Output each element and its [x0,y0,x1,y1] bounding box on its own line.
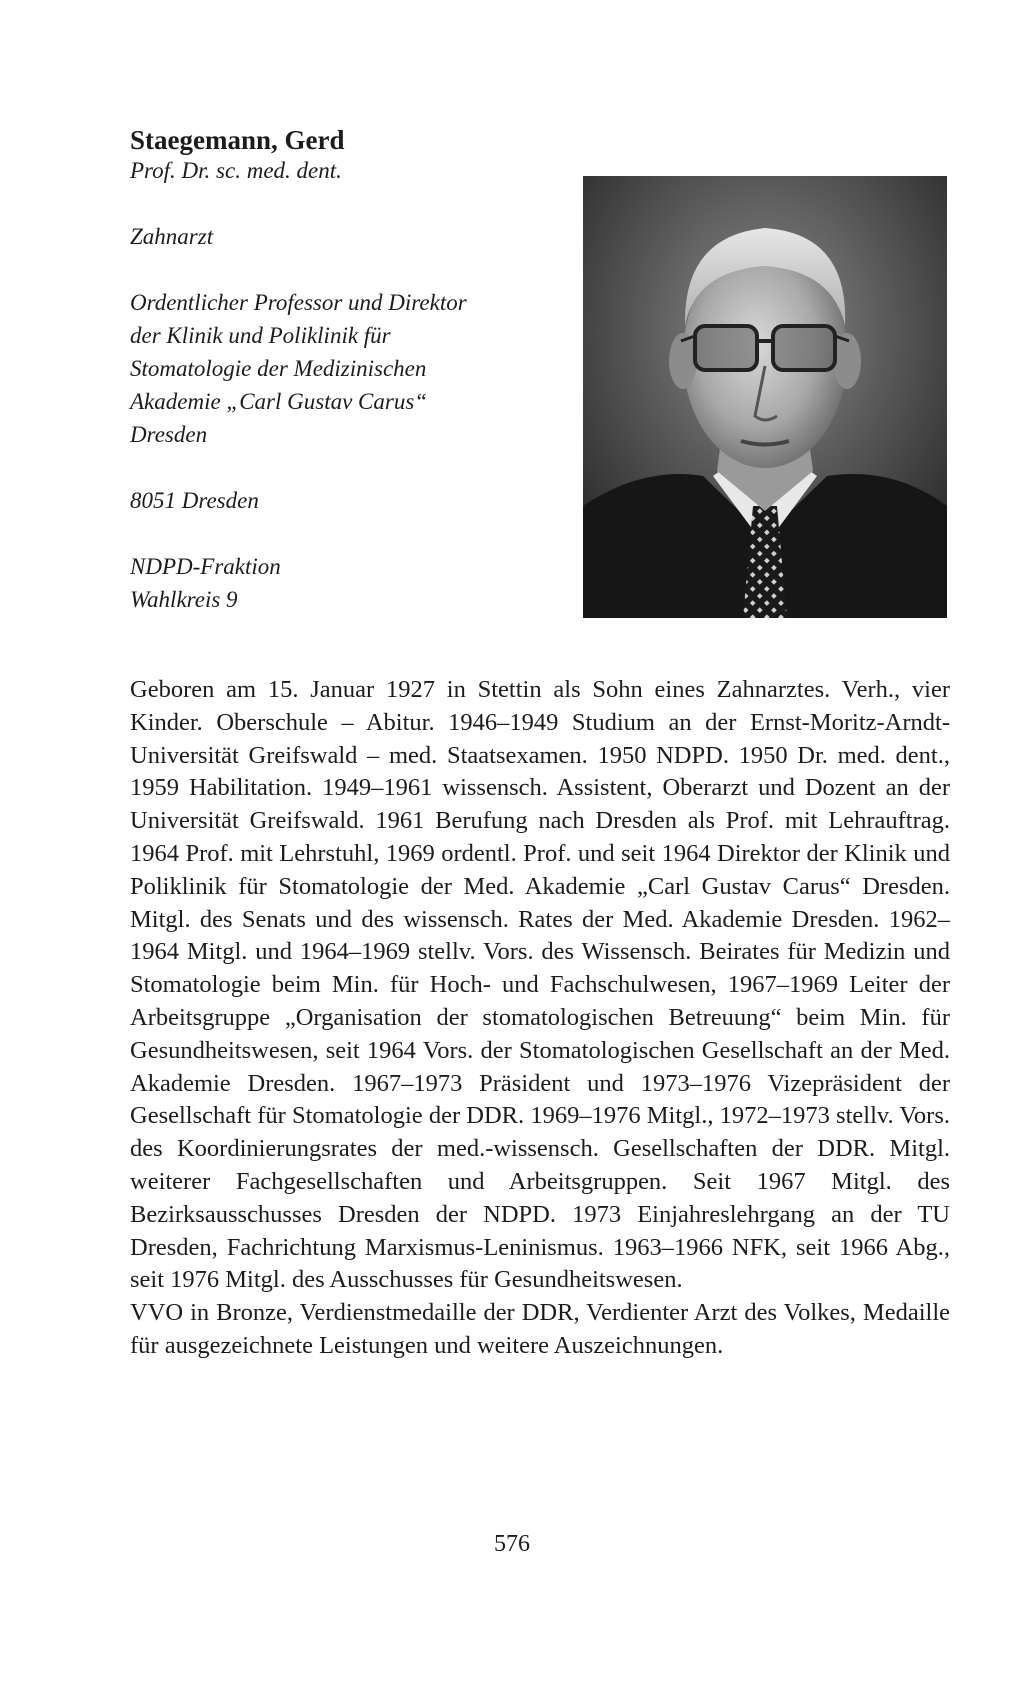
position-block [130,286,570,451]
biography-section [130,674,950,1363]
awards-text: VVO in Bronze, Verdienstmedaille der DDR, Verdienter Arzt des Volkes, Medaille für ausgezeichnete Leistungen und weitere Auszeichnungen. [130,1299,950,1359]
position-line: Ordentlicher Professor und Direktor [130,290,467,315]
position-line: Stomatologie der Medizinischen [130,356,427,381]
position-line: Dresden [130,422,208,447]
person-name: Staegemann, Gerd [130,125,345,155]
position-line: der Klinik und Poliklinik für [130,323,391,348]
biography-text: Geboren am 15. Januar 1927 in Stettin als Sohn eines Zahnarztes. Verh., vier Kinder. Oberschule – Abitur. 1946–1949 Studium an der Ernst-Moritz-Arndt-Universität Greifswald – med. Staatsexamen. 1950 NDPD. 1950 Dr. med. dent., 1959 Habilitation. 1949–1961 wissensch. Assistent, Oberarzt und Dozent an der Universität Greifswald. 1961 Berufung nach Dresden als Prof. mit Lehrauftrag. 1964 Prof. mit Lehrstuhl, 1969 ordentl. Prof. und seit 1964 Direktor der Klinik und Poliklinik für Stomatologie der Med. Akademie „Carl Gustav Carus“ Dresden. Mitgl. des Senats und des wissensch. Rates der Med. Akademie Dresden. 1962–1964 Mitgl. und 1964–1969 stellv. Vors. des Wissensch. Beirates für Medizin und Stomatologie beim Min. für Hoch- und Fachschulwesen, 1967–1969 Leiter der Arbeitsgruppe „Organisation der stomatologischen Betreuung“ beim Min. für Gesundheitswesen, seit 1964 Vors. der Stomatologischen Gesellschaft an der Med. Akademie Dresden. 1967–1973 Präsident und 1973–1976 Vizepräsident der Gesellschaft für Stomatologie der DDR. 1969–1976 Mitgl., 1972–1973 stellv. Vors. des Koordinierungsrates der med.-wissensch. Gesellschaften der DDR. Mitgl. weiterer Fachgesellschaften und Arbeitsgruppen. Seit 1967 Mitgl. des Bezirksausschusses Dresden der NDPD. 1973 Einjahreslehrgang an der TU Dresden, Fachrichtung Marxismus-Leninismus. 1963–1966 NFK, seit 1966 Abg., seit 1976 Mitgl. des Ausschusses für Gesundheitswesen. [130,676,950,1294]
address: 8051 Dresden [130,488,259,513]
faction: NDPD-Fraktion [130,554,281,579]
constituency: Wahlkreis 9 [130,587,238,612]
entry-header [130,124,570,616]
portrait-photo [583,176,947,618]
academic-title: Prof. Dr. sc. med. dent. [130,158,342,183]
profession: Zahnarzt [130,224,214,249]
portrait-illustration [583,176,947,618]
page-number: 576 [494,1531,530,1557]
position-line: Akademie „Carl Gustav Carus“ [130,389,428,414]
